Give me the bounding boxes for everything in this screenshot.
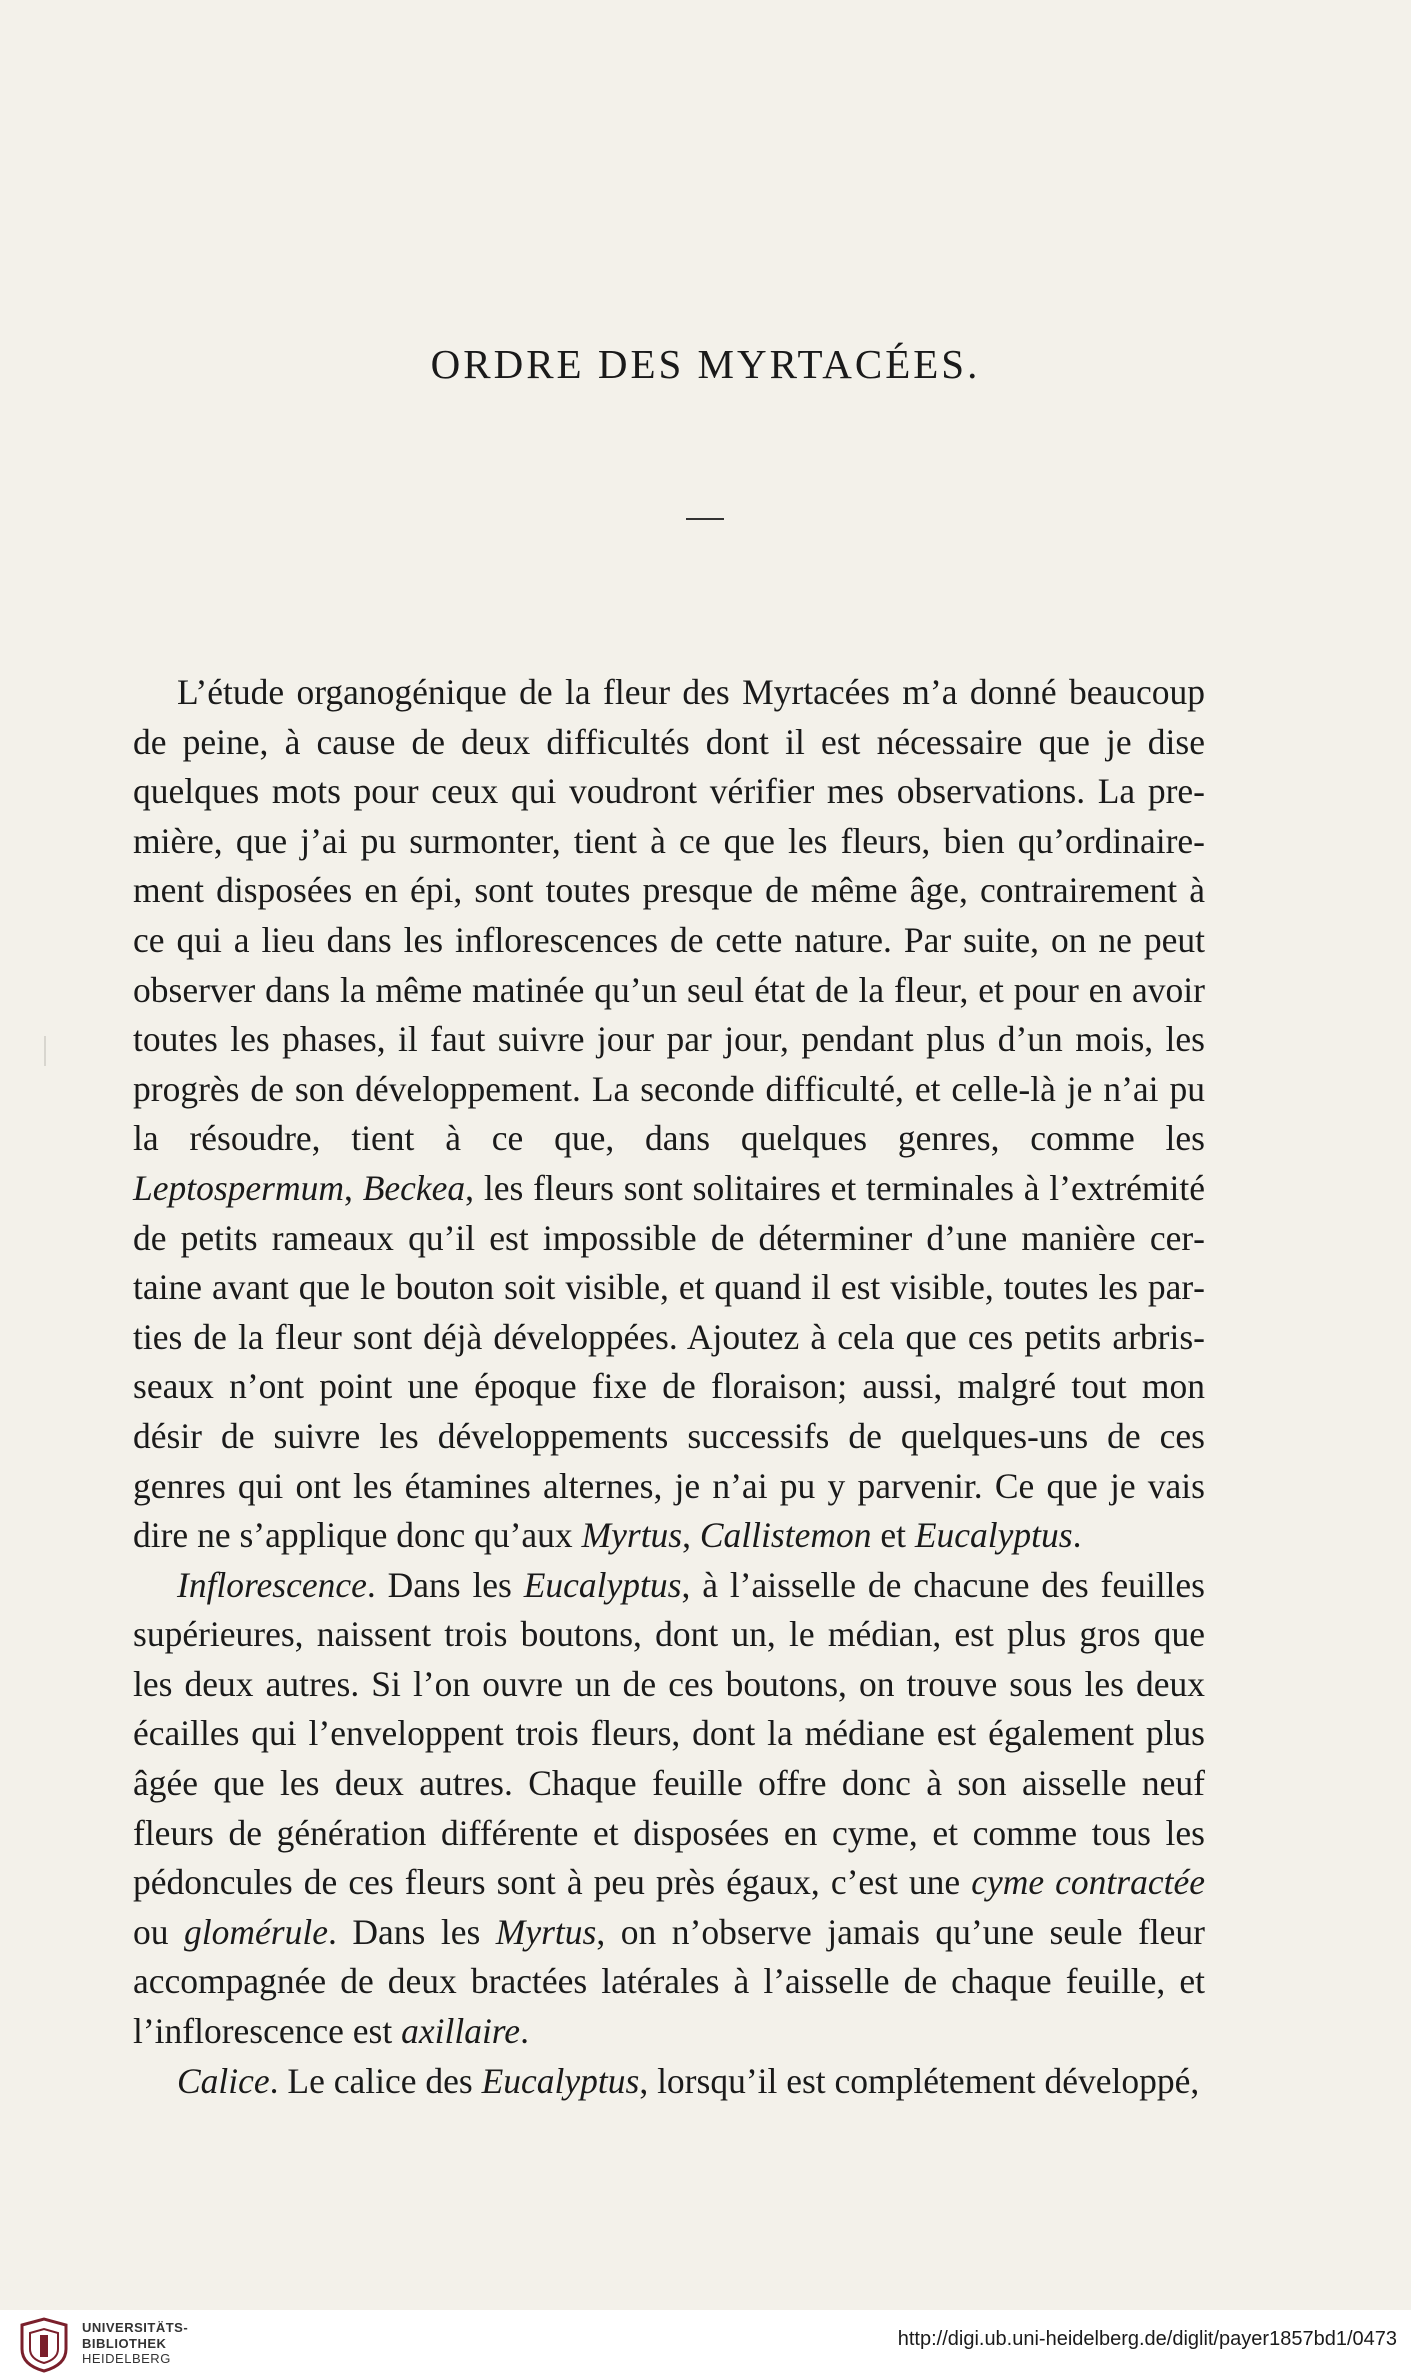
text-run: , à l’aisselle de chacune des feuilles supérieures, naissent trois boutons, dont un, le médian, est plus gros que les deux autres. Si l’on ouvre un de ces boutons, on trouve sous les deux écailles qui l’enveloppent trois fleurs, dont la médiane est également plus âgée que les deux autres. Chaque feuille offre donc à son aisselle neuf fleurs de génération différente et disposées en cyme, et comme tous les pédoncules de ces fleurs sont à peu près égaux, c’est une (133, 1564, 1205, 1903)
italic-term: glomérule (184, 1911, 328, 1952)
institution-line-3: HEIDELBERG (82, 2351, 171, 2366)
institution-line-2: BIBLIOTHEK (82, 2335, 167, 2351)
text-run: L’étude organogénique de la fleur des Myrtacées m’a donné beaucoup de peine, à cause de deux difficultés dont il est nécessaire que je dise quelques mots pour ceux qui voudront vérifier mes observations. La première, que j’ai pu surmonter, tient à ce que les fleurs, bien qu’ordinairement disposées en épi, sont toutes presque de même âge, contrairement à ce qui a lieu dans les inflorescences de cette nature. Par suite, on ne peut observer dans la même matinée qu’un seul état de la fleur, et pour en avoir toutes les phases, il faut suivre jour par jour, pendant plus d’un mois, les progrès de son développement. La seconde difficulté, et celle-là je n’ai pu la résoudre, tient à ce que, dans quelques genres, comme les (133, 672, 1205, 1159)
italic-term: Inflorescence (177, 1564, 367, 1605)
text-run: , (682, 1515, 700, 1556)
italic-term: Myrtus (495, 1911, 597, 1952)
text-run: . Dans les (327, 1911, 496, 1952)
text-run: et (871, 1515, 915, 1556)
italic-term: Eucalyptus (914, 1515, 1073, 1556)
italic-term: Calice (177, 2060, 270, 2101)
paragraph-calice (133, 2057, 1205, 2107)
paragraph-intro (133, 668, 1205, 1561)
body-text (133, 668, 1205, 2106)
page-title: ORDRE DES MYRTACÉES. (430, 341, 981, 387)
text-run: ou (133, 1911, 185, 1952)
italic-term: Leptospermum (133, 1167, 345, 1208)
paragraph-inflorescence (133, 1561, 1205, 2057)
text-run: . (1072, 1515, 1082, 1556)
university-seal-icon (14, 2315, 74, 2373)
italic-term: Eucalyptus (481, 2060, 640, 2101)
margin-mark (44, 1036, 46, 1066)
italic-term: axillaire (401, 2011, 521, 2052)
title-rule (686, 518, 724, 520)
institution-name (82, 2320, 188, 2367)
institution-line-1: UNIVERSITÄTS- (82, 2320, 189, 2335)
text-run: . (520, 2011, 529, 2052)
italic-term: Callistemon (699, 1515, 872, 1556)
italic-term: cyme contractée (971, 1862, 1205, 1903)
italic-term: Myrtus (581, 1515, 683, 1556)
italic-term: Eucalyptus (523, 1564, 682, 1605)
italic-term: Beckea (362, 1167, 466, 1208)
text-run: . Dans les (366, 1564, 524, 1605)
text-run: , on n’observe jamais qu’une seule fleur accompagnée de deux bractées latérales à l’aisselle de chaque feuille, et l’inflorescence est (133, 1911, 1205, 2052)
source-url-link[interactable]: http://digi.ub.uni-heidelberg.de/diglit/payer1857bd1/0473 (897, 2328, 1397, 2350)
text-run: , lorsqu’il est complétement développé, (639, 2060, 1200, 2101)
text-run: , (344, 1167, 363, 1208)
text-run: , les fleurs sont solitaires et terminales à l’extrémité de petits rameaux qu’il est impossible de déterminer d’une manière certaine avant que le bouton soit visible, et quand il est visible, toutes les parties de la fleur sont déjà développées. Ajoutez à cela que ces petits arbrisseaux n’ont point une époque fixe de floraison; aussi, malgré tout mon désir de suivre les développements successifs de quelques-uns de ces genres qui ont les étamines alternes, je n’ai pu y parvenir. Ce que je vais dire ne s’applique donc qu’aux (133, 1167, 1205, 1556)
text-run: . Le calice des (269, 2060, 482, 2101)
